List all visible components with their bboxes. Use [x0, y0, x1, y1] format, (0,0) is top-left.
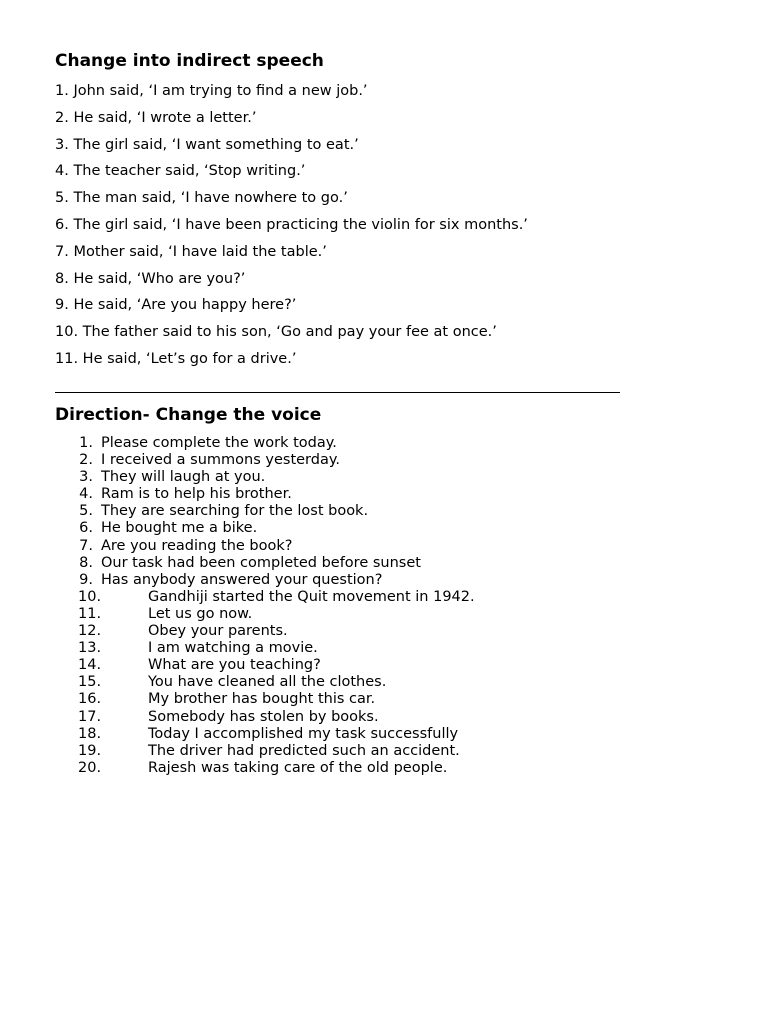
list-item-text: Somebody has stolen by books. [148, 708, 379, 725]
section2-title: Direction- Change the voice [55, 405, 322, 425]
list-item-number: 1. [79, 435, 93, 451]
list-item: 8. He said, ‘Who are you?’ [55, 270, 246, 287]
list-item-number: 13. [78, 640, 102, 657]
list-item: 7. Mother said, ‘I have laid the table.’ [55, 243, 327, 260]
list-item: 5. The man said, ‘I have nowhere to go.’ [55, 190, 348, 207]
list-item-text: They are searching for the lost book. [101, 503, 369, 520]
list-item-number: 3. [79, 469, 93, 486]
list-item: 9. He said, ‘Are you happy here?’ [55, 297, 297, 314]
list-item: 6. The girl said, ‘I have been practicing the violin for six months.’ [55, 216, 528, 233]
list-item-text: Please complete the work today. [101, 435, 337, 451]
list-item-text: Obey your parents. [148, 623, 288, 640]
list-item-text: Rajesh was taking care of the old people. [148, 759, 448, 776]
indirect-speech-list [55, 81, 528, 376]
list-item-number: 2. [79, 452, 93, 469]
list-item-number: 19. [78, 742, 102, 759]
list-item-text: The driver had predicted such an accident. [148, 742, 460, 759]
list-item-text: I received a summons yesterday. [101, 452, 340, 469]
list-item-number: 6. [79, 520, 93, 537]
list-item-text: Our task had been completed before sunset [101, 554, 421, 571]
list-item-text: You have cleaned all the clothes. [148, 674, 387, 691]
list-item-text: What are you teaching? [148, 657, 321, 674]
section1-title: Change into indirect speech [55, 51, 324, 71]
list-item: 3. The girl said, ‘I want something to eat.’ [55, 136, 359, 153]
list-item-number: 11. [78, 605, 102, 622]
list-item: 1. John said, ‘I am trying to find a new job.’ [55, 83, 368, 99]
list-item: 11. He said, ‘Let’s go for a drive.’ [55, 350, 297, 367]
list-item-number: 7. [79, 537, 93, 554]
list-item-number: 9. [79, 571, 93, 588]
list-item-number: 18. [78, 725, 102, 742]
list-item-text: He bought me a bike. [101, 520, 258, 537]
list-item-text: Has anybody answered your question? [101, 571, 383, 588]
list-item-text: Gandhiji started the Quit movement in 1942. [148, 588, 475, 605]
list-item-number: 5. [79, 503, 93, 520]
list-item-text: My brother has bought this car. [148, 691, 376, 708]
list-item-text: Are you reading the book? [101, 537, 293, 554]
list-item-text: Today I accomplished my task successfully [148, 725, 459, 742]
list-item-number: 12. [78, 623, 102, 640]
list-item-number: 14. [78, 657, 102, 674]
list-item: 2. He said, ‘I wrote a letter.’ [55, 109, 257, 126]
list-item-number: 8. [79, 554, 93, 571]
list-item-text: I am watching a movie. [148, 640, 318, 657]
list-item: 4. The teacher said, ‘Stop writing.’ [55, 163, 306, 180]
list-item-number: 16. [78, 691, 102, 708]
list-item-number: 10. [78, 588, 102, 605]
list-item-text: Ram is to help his brother. [101, 486, 292, 503]
section-divider [55, 392, 620, 393]
list-item-number: 4. [79, 486, 93, 503]
list-item-text: Let us go now. [148, 605, 253, 622]
list-item-number: 17. [78, 708, 102, 725]
list-item-number: 15. [78, 674, 102, 691]
list-item-text: They will laugh at you. [101, 469, 266, 486]
list-item: 10. The father said to his son, ‘Go and pay your fee at once.’ [55, 324, 497, 341]
list-item-number: 20. [78, 759, 102, 776]
